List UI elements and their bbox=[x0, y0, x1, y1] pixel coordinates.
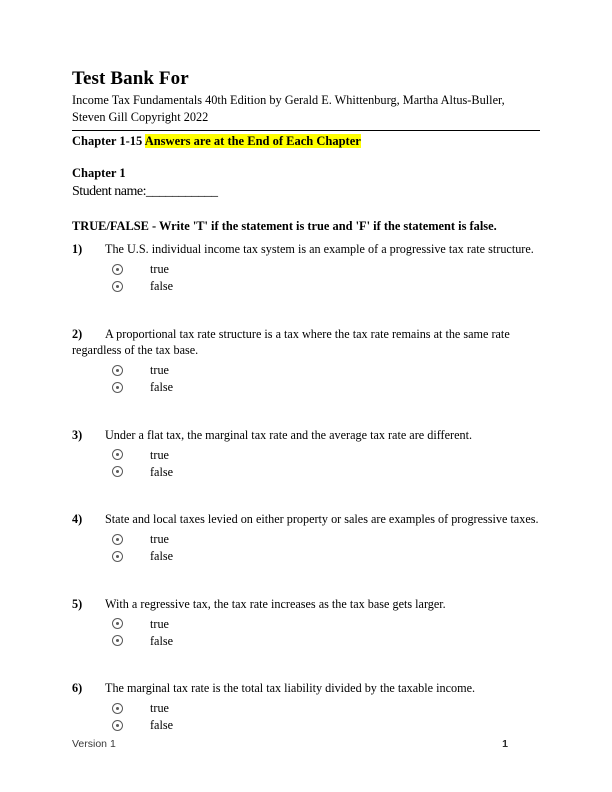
radio-button-icon[interactable] bbox=[112, 720, 123, 731]
option-label: false bbox=[150, 464, 174, 479]
student-name-label: Student name:___________ bbox=[72, 183, 218, 199]
question-text: The U.S. individual income tax system is an example of a progressive tax rate structure. bbox=[105, 242, 534, 257]
question-options bbox=[72, 700, 540, 734]
option-row-false[interactable] bbox=[72, 379, 540, 396]
radio-button-icon[interactable] bbox=[112, 382, 123, 393]
radio-button-icon[interactable] bbox=[112, 703, 123, 714]
question-item bbox=[72, 511, 540, 564]
option-label: true bbox=[150, 532, 169, 547]
option-row-false[interactable] bbox=[72, 278, 540, 295]
document-title: Test Bank For bbox=[72, 68, 189, 89]
option-label: true bbox=[150, 701, 169, 716]
radio-button-icon[interactable] bbox=[112, 551, 123, 562]
radio-button-icon[interactable] bbox=[112, 365, 123, 376]
question-text-row bbox=[72, 511, 540, 527]
radio-button-icon[interactable] bbox=[112, 534, 123, 545]
question-number: 6) bbox=[72, 681, 83, 696]
radio-button-icon[interactable] bbox=[112, 449, 123, 460]
question-text-row bbox=[72, 427, 540, 443]
option-label: true bbox=[150, 262, 169, 277]
option-row-true[interactable] bbox=[72, 261, 540, 278]
option-label: false bbox=[150, 380, 174, 395]
question-text: The marginal tax rate is the total tax liability divided by the taxable income. bbox=[105, 681, 476, 696]
radio-button-icon[interactable] bbox=[112, 635, 123, 646]
question-text-row bbox=[72, 326, 540, 359]
question-options bbox=[72, 615, 540, 649]
option-label: true bbox=[150, 447, 169, 462]
option-row-true[interactable] bbox=[72, 446, 540, 463]
radio-button-icon[interactable] bbox=[112, 618, 123, 629]
question-text-row bbox=[72, 241, 540, 257]
option-label: true bbox=[150, 363, 169, 378]
option-label: false bbox=[150, 633, 174, 648]
chapter-label: Chapter 1 bbox=[72, 166, 126, 181]
section-instruction: TRUE/FALSE - Write 'T' if the statement is true and 'F' if the statement is false. bbox=[72, 219, 497, 234]
chapter-range-line bbox=[72, 133, 540, 149]
option-label: false bbox=[150, 549, 174, 564]
document-content bbox=[72, 68, 540, 734]
radio-button-icon[interactable] bbox=[112, 281, 123, 292]
question-number: 2) bbox=[72, 326, 83, 341]
option-label: true bbox=[150, 616, 169, 631]
footer-page-number: 1 bbox=[502, 738, 508, 750]
question-number: 4) bbox=[72, 512, 83, 527]
option-row-false[interactable] bbox=[72, 632, 540, 649]
question-text-row bbox=[72, 596, 540, 612]
document-subtitle: Income Tax Fundamentals 40th Edition by Gerald E. Whittenburg, Martha Altus-Buller, Steven Gill Copyright 2022 bbox=[72, 93, 505, 124]
question-options bbox=[72, 531, 540, 565]
question-options bbox=[72, 261, 540, 295]
question-options bbox=[72, 362, 540, 396]
question-item bbox=[72, 427, 540, 480]
footer-version-label: Version 1 bbox=[72, 738, 116, 750]
option-row-false[interactable] bbox=[72, 548, 540, 565]
question-number: 1) bbox=[72, 242, 83, 257]
option-row-false[interactable] bbox=[72, 717, 540, 734]
option-row-false[interactable] bbox=[72, 463, 540, 480]
option-row-true[interactable] bbox=[72, 700, 540, 717]
question-text: State and local taxes levied on either property or sales are examples of progressive taxes. bbox=[105, 512, 539, 527]
question-number: 3) bbox=[72, 427, 83, 442]
student-name-field[interactable] bbox=[72, 183, 540, 201]
question-number: 5) bbox=[72, 596, 83, 611]
option-row-true[interactable] bbox=[72, 362, 540, 379]
question-text: Under a flat tax, the marginal tax rate and the average tax rate are different. bbox=[105, 427, 473, 442]
page-footer bbox=[72, 738, 540, 750]
option-row-true[interactable] bbox=[72, 615, 540, 632]
answers-note-highlight: Answers are at the End of Each Chapter bbox=[144, 133, 361, 148]
radio-button-icon[interactable] bbox=[112, 466, 123, 477]
question-item bbox=[72, 326, 540, 396]
chapter-range-label: Chapter 1-15 bbox=[72, 133, 143, 148]
radio-button-icon[interactable] bbox=[112, 264, 123, 275]
question-text: A proportional tax rate structure is a tax where the tax rate remains at the same rate regardless of the tax base. bbox=[72, 326, 510, 358]
question-text-row bbox=[72, 680, 540, 696]
question-item bbox=[72, 596, 540, 649]
question-options bbox=[72, 446, 540, 480]
question-item bbox=[72, 241, 540, 294]
option-label: false bbox=[150, 279, 174, 294]
header-divider bbox=[72, 130, 540, 131]
question-text: With a regressive tax, the tax rate increases as the tax base gets larger. bbox=[105, 596, 446, 611]
question-item bbox=[72, 680, 540, 733]
option-row-true[interactable] bbox=[72, 531, 540, 548]
option-label: false bbox=[150, 718, 174, 733]
